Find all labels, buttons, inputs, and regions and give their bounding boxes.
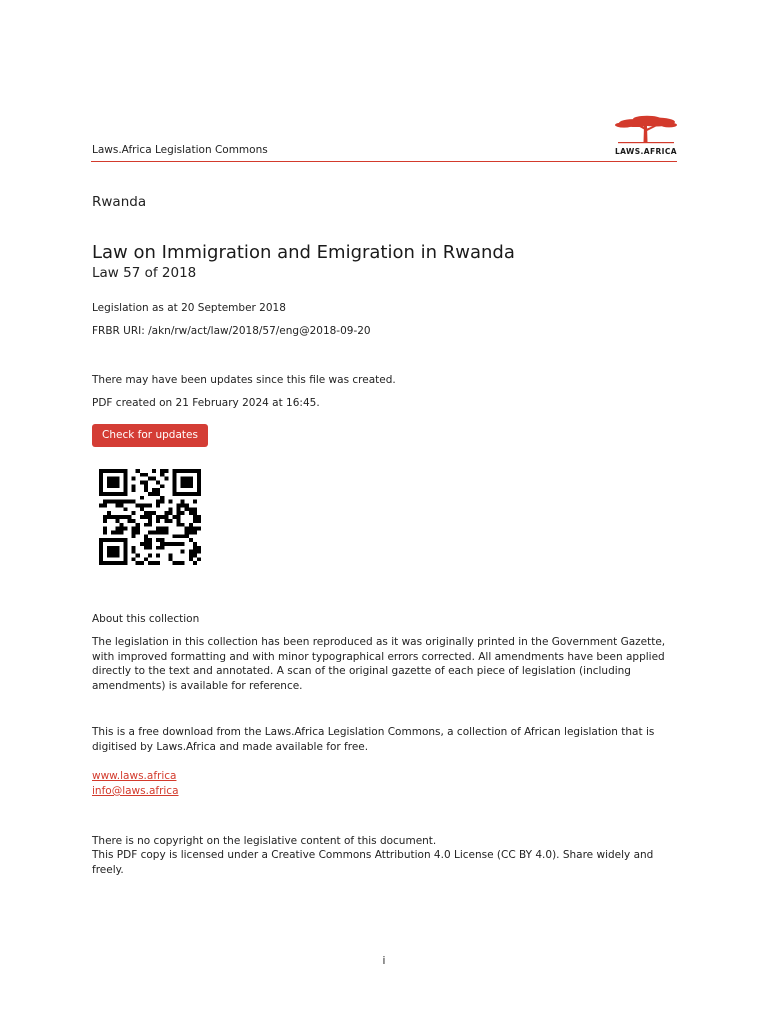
website-link[interactable]: www.laws.africa xyxy=(92,770,177,782)
logo-text: LAWS.AFRICA xyxy=(615,147,677,156)
check-for-updates-button[interactable]: Check for updates xyxy=(92,424,208,447)
document-subtitle: Law 57 of 2018 xyxy=(92,265,197,281)
about-paragraph-1: The legislation in this collection has been reproduced as it was originally printed in the Government Gazette, with improved formatting and with minor typographical errors corrected. All amendments have been applied directly to the text and annotated. A scan of the original gazette of each piece of legislation (including amendments) is available for reference. xyxy=(92,636,666,692)
pdf-created-date: PDF created on 21 February 2024 at 16:45. xyxy=(92,397,320,409)
qr-code-icon[interactable] xyxy=(99,469,201,565)
license-notice: This PDF copy is licensed under a Creative Commons Attribution 4.0 License (CC BY 4.0). Share widely and freely. xyxy=(92,849,654,876)
copyright-notice: There is no copyright on the legislative content of this document. xyxy=(92,835,437,847)
about-heading: About this collection xyxy=(92,613,200,625)
about-paragraph-2: This is a free download from the Laws.Africa Legislation Commons, a collection of African legislation that is digitised by Laws.Africa and made available for free. xyxy=(92,726,655,753)
acacia-tree-icon xyxy=(614,114,678,146)
page-number: i xyxy=(382,955,386,967)
country-label: Rwanda xyxy=(92,194,147,210)
legislation-date: Legislation as at 20 September 2018 xyxy=(92,302,286,314)
laws-africa-logo xyxy=(614,114,678,158)
collection-name: Laws.Africa Legislation Commons xyxy=(92,144,268,156)
email-link[interactable]: info@laws.africa xyxy=(92,785,179,797)
document-title: Law on Immigration and Emigration in Rwanda xyxy=(92,242,515,263)
updates-notice: There may have been updates since this file was created. xyxy=(92,374,396,386)
header-divider xyxy=(91,161,677,162)
frbr-uri: FRBR URI: /akn/rw/act/law/2018/57/eng@2018-09-20 xyxy=(92,325,371,337)
